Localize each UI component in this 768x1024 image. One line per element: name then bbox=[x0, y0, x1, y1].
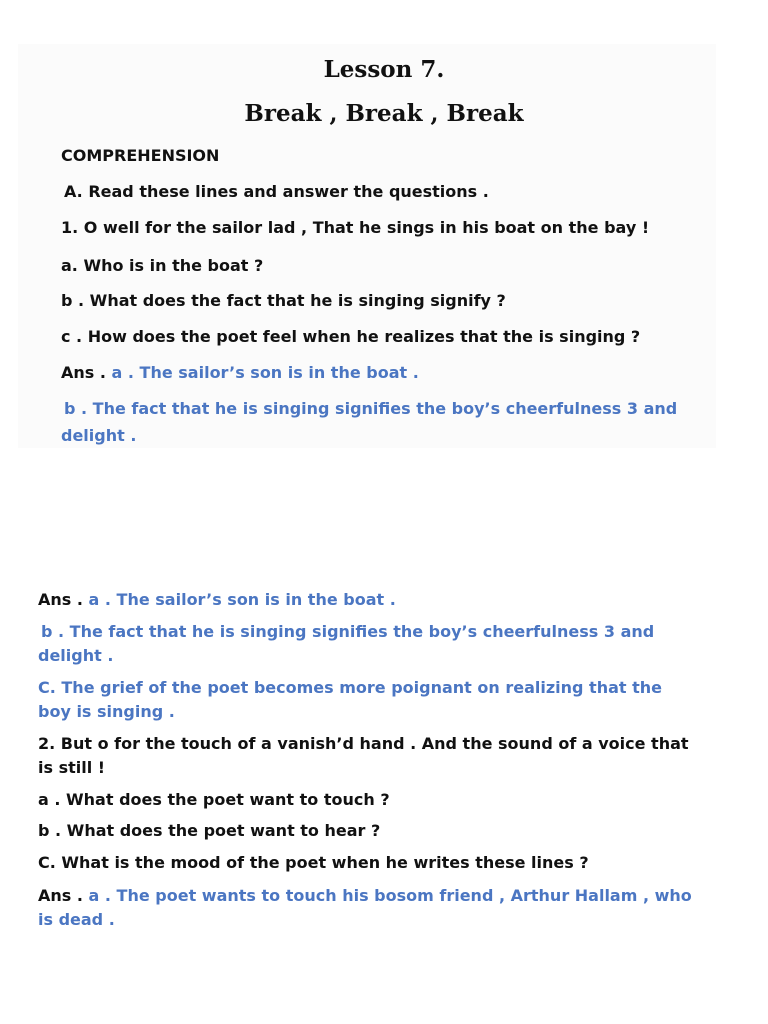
answer-1a bbox=[61, 363, 419, 383]
answer-2a bbox=[38, 590, 396, 610]
answer-3a bbox=[38, 886, 692, 906]
answer-label: Ans . bbox=[61, 363, 106, 382]
instruction-text: A. Read these lines and answer the questions . bbox=[64, 182, 489, 201]
question-1c: c . How does the poet feel when he realizes that the is singing ? bbox=[61, 327, 641, 346]
question-2a: a . What does the poet want to touch ? bbox=[38, 790, 390, 809]
answer-1b-line1: b . The fact that he is singing signifies the boy’s cheerfulness 3 and bbox=[64, 399, 678, 418]
question-2c: C. What is the mood of the poet when he writes these lines ? bbox=[38, 853, 589, 872]
answer-3a-line2: is dead . bbox=[38, 910, 115, 929]
answer-2b-line1: b . The fact that he is singing signifies the boy’s cheerfulness 3 and bbox=[41, 622, 655, 641]
question-1a: a. Who is in the boat ? bbox=[61, 256, 264, 275]
answer-2b-line2: delight . bbox=[38, 646, 114, 665]
answer-2a-text: a . The sailor’s son is in the boat . bbox=[88, 590, 396, 609]
poem-title: Break , Break , Break bbox=[244, 100, 524, 127]
question-2b: b . What does the poet want to hear ? bbox=[38, 821, 381, 840]
answer-label: Ans . bbox=[38, 886, 83, 905]
answer-1b-line2: delight . bbox=[61, 426, 137, 445]
answer-3a-text: a . The poet wants to touch his bosom friend , Arthur Hallam , who bbox=[88, 886, 692, 905]
poem-quote-2-line2: is still ! bbox=[38, 758, 106, 777]
answer-label: Ans . bbox=[38, 590, 83, 609]
poem-quote-1: 1. O well for the sailor lad , That he sings in his boat on the bay ! bbox=[61, 218, 650, 237]
answer-2c-line2: boy is singing . bbox=[38, 702, 175, 721]
answer-2c-line1: C. The grief of the poet becomes more poignant on realizing that the bbox=[38, 678, 662, 697]
lesson-title: Lesson 7. bbox=[323, 56, 445, 83]
poem-quote-2-line1: 2. But o for the touch of a vanish’d hand . And the sound of a voice that bbox=[38, 734, 689, 753]
section-heading: COMPREHENSION bbox=[61, 146, 220, 165]
answer-1a-text: a . The sailor’s son is in the boat . bbox=[111, 363, 419, 382]
question-1b: b . What does the fact that he is singing signify ? bbox=[61, 291, 506, 310]
